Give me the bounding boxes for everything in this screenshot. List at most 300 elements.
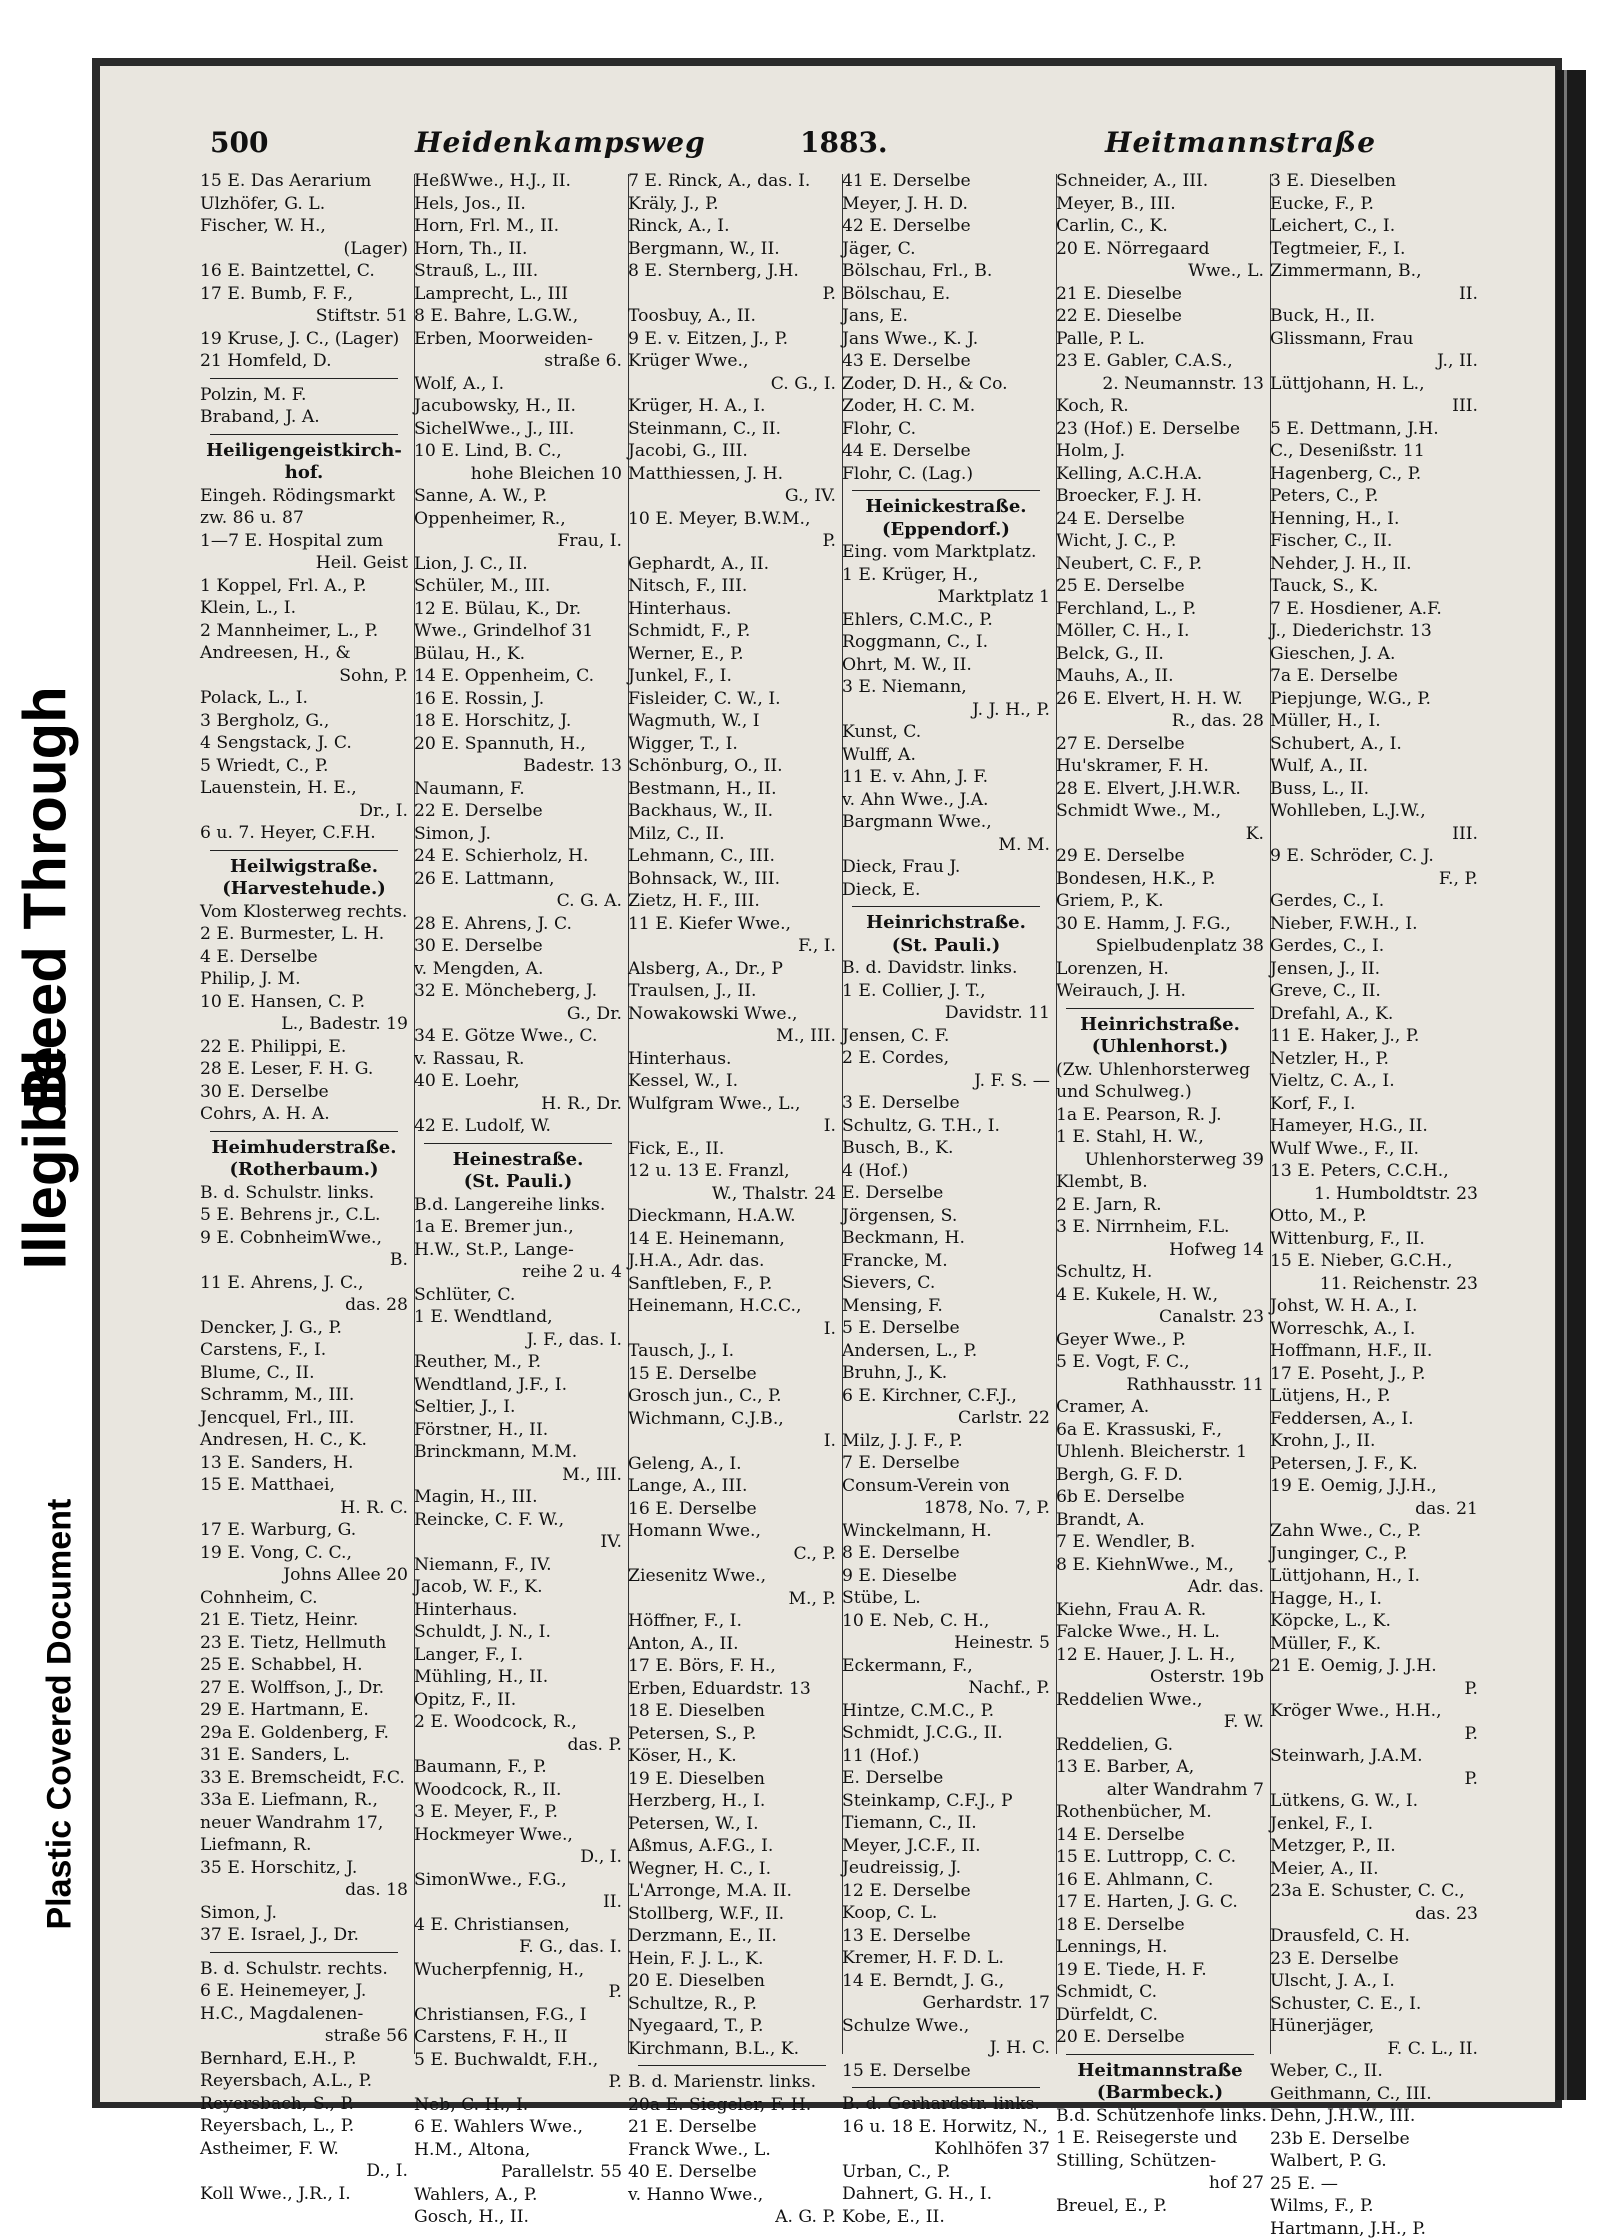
directory-entry: Steinmann, C., II. (628, 418, 836, 441)
directory-entry: 29a E. Goldenberg, F. (200, 1722, 408, 1745)
directory-entry: Nieber, F.W.H., I. (1270, 913, 1478, 936)
directory-entry: 32 E. Möncheberg, J. (414, 980, 622, 1003)
directory-entry: Tauck, S., K. (1270, 575, 1478, 598)
directory-entry: Petersen, J. F., K. (1270, 1453, 1478, 1476)
entry-continuation: G., Dr. (414, 1003, 622, 1026)
directory-entry: 14 E. Berndt, J. G., (842, 1970, 1050, 1993)
directory-entry: Greve, C., II. (1270, 980, 1478, 1003)
directory-entry: 2 Mannheimer, L., P. (200, 620, 408, 643)
directory-entry: Metzger, P., II. (1270, 1835, 1478, 1858)
directory-entry: 1 E. Reisegerste und (1056, 2127, 1264, 2150)
directory-entry: 10 E. Lind, B. C., (414, 440, 622, 463)
directory-entry: 16 E. Ahlmann, C. (1056, 1869, 1264, 1892)
directory-entry: Förstner, H., II. (414, 1419, 622, 1442)
directory-entry: Junkel, F., I. (628, 665, 836, 688)
directory-entry: 16 E. Rossin, J. (414, 688, 622, 711)
directory-entry: 19 E. Vong, C. C., (200, 1542, 408, 1565)
directory-entry: 24 E. Schierholz, H. (414, 845, 622, 868)
directory-column-3 (628, 170, 836, 2090)
directory-entry: Oppenheimer, R., (414, 508, 622, 531)
directory-entry: Schmidt, F., P. (628, 620, 836, 643)
entry-continuation: I. (628, 1318, 836, 1341)
directory-entry: 7 E. Wendler, B. (1056, 1531, 1264, 1554)
directory-entry: 15 E. Matthaei, (200, 1474, 408, 1497)
directory-entry: 1—7 E. Hospital zum (200, 530, 408, 553)
directory-entry: Fick, E., II. (628, 1138, 836, 1161)
directory-entry: Horn, Th., II. (414, 238, 622, 261)
directory-entry: 15 E. Derselbe (842, 2060, 1050, 2083)
directory-entry: H.M., Altona, (414, 2139, 622, 2162)
directory-entry: Höffner, F., I. (628, 1610, 836, 1633)
directory-entry: Uhlenh. Bleicherstr. 1 (1056, 1441, 1264, 1464)
directory-entry: Andersen, L., P. (842, 1340, 1050, 1363)
directory-entry: 3 E. Nirrnheim, F.L. (1056, 1216, 1264, 1239)
directory-entry: Polack, L., I. (200, 687, 408, 710)
directory-entry: Vieltz, C. A., I. (1270, 1070, 1478, 1093)
directory-entry: Lehmann, C., III. (628, 845, 836, 868)
directory-entry: Blume, C., II. (200, 1362, 408, 1385)
directory-entry: Vom Klosterweg rechts. (200, 901, 408, 924)
directory-entry: 2 E. Woodcock, R., (414, 1711, 622, 1734)
directory-entry: 16 u. 18 E. Horwitz, N., (842, 2116, 1050, 2139)
directory-entry: Jörgensen, S. (842, 1205, 1050, 1228)
directory-entry: Lange, A., III. (628, 1475, 836, 1498)
street-heading: (St. Pauli.) (842, 935, 1050, 958)
directory-entry: Weirauch, J. H. (1056, 980, 1264, 1003)
directory-entry: Reincke, C. F. W., (414, 1509, 622, 1532)
entry-continuation: Osterstr. 19b (1056, 1666, 1264, 1689)
directory-entry: 26 E. Lattmann, (414, 868, 622, 891)
directory-entry: B. d. Schulstr. rechts. (200, 1958, 408, 1981)
directory-entry: Schuster, C. E., I. (1270, 1993, 1478, 2016)
directory-entry: 25 E. Schabbel, H. (200, 1654, 408, 1677)
directory-entry: Lüttjohann, H., I. (1270, 1565, 1478, 1588)
side-label-bleed-through: Bleed Through (11, 520, 80, 1110)
directory-entry: Wilms, F., P. (1270, 2195, 1478, 2218)
entry-continuation: P. (628, 283, 836, 306)
directory-entry: Feddersen, A., I. (1270, 1408, 1478, 1431)
entry-continuation: Sohn, P. (200, 665, 408, 688)
directory-entry: Jensen, C. F. (842, 1025, 1050, 1048)
directory-entry: Schubert, A., I. (1270, 733, 1478, 756)
directory-entry: 3 Bergholz, G., (200, 710, 408, 733)
directory-entry: Leichert, C., I. (1270, 215, 1478, 238)
directory-entry: 26 E. Elvert, H. H. W. (1056, 688, 1264, 711)
scanned-page (100, 66, 1555, 2102)
directory-entry: Hagenberg, C., P. (1270, 463, 1478, 486)
section-rule (200, 429, 408, 440)
directory-entry: Sanne, A. W., P. (414, 485, 622, 508)
directory-entry: Schlüter, C. (414, 1284, 622, 1307)
directory-entry: Jenkel, F., I. (1270, 1813, 1478, 1836)
directory-entry: Winckelmann, H. (842, 1520, 1050, 1543)
directory-entry: E. Derselbe (842, 1767, 1050, 1790)
directory-entry: Rinck, A., I. (628, 215, 836, 238)
directory-entry: Wittenburg, F., II. (1270, 1228, 1478, 1251)
directory-entry: Wulf Wwe., F., II. (1270, 1138, 1478, 1161)
entry-continuation: A. G. P. (628, 2206, 836, 2229)
directory-entry: Wulf, A., II. (1270, 755, 1478, 778)
directory-entry: Wwe., Grindelhof 31 (414, 620, 622, 643)
directory-entry: Petersen, W., I. (628, 1813, 836, 1836)
directory-entry: Meyer, B., III. (1056, 193, 1264, 216)
street-heading: (Rotherbaum.) (200, 1159, 408, 1182)
directory-entry: Bruhn, J., K. (842, 1362, 1050, 1385)
directory-entry: Hein, F. J. L., K. (628, 1948, 836, 1971)
directory-entry: 23 (Hof.) E. Derselbe (1056, 418, 1264, 441)
street-heading: (Harvestehude.) (200, 878, 408, 901)
entry-continuation: Johns Allee 20 (200, 1564, 408, 1587)
street-heading: Heinestraße. (414, 1149, 622, 1172)
directory-entry: zw. 86 u. 87 (200, 507, 408, 530)
directory-entry: 1a E. Bremer jun., (414, 1216, 622, 1239)
directory-entry: Gerdes, C., I. (1270, 935, 1478, 958)
directory-entry: 23a E. Schuster, C. C., (1270, 1880, 1478, 1903)
directory-entry: Meier, A., II. (1270, 1858, 1478, 1881)
directory-entry: Steinkamp, C.F.J., P (842, 1790, 1050, 1813)
directory-entry: Zoder, H. C. M. (842, 395, 1050, 418)
directory-entry: Backhaus, W., II. (628, 800, 836, 823)
directory-entry: SichelWwe., J., III. (414, 418, 622, 441)
directory-entry: L'Arronge, M.A. II. (628, 1880, 836, 1903)
directory-entry: Nitsch, F., III. (628, 575, 836, 598)
directory-entry: und Schulweg.) (1056, 1081, 1264, 1104)
directory-entry: Strauß, L., III. (414, 260, 622, 283)
directory-entry: Belck, G., II. (1056, 643, 1264, 666)
directory-entry: B.d. Langereihe links. (414, 1194, 622, 1217)
directory-entry: 30 E. Hamm, J. F.G., (1056, 913, 1264, 936)
directory-entry: Nyegaard, T., P. (628, 2015, 836, 2038)
directory-entry: Köser, H., K. (628, 1745, 836, 1768)
directory-entry: 6a E. Krassuski, F., (1056, 1419, 1264, 1442)
directory-entry: Tiemann, C., II. (842, 1812, 1050, 1835)
directory-entry: Andreesen, H., & (200, 642, 408, 665)
directory-entry: Grosch jun., C., P. (628, 1385, 836, 1408)
entry-continuation: F., I. (628, 935, 836, 958)
directory-entry: Reyersbach, A.L., P. (200, 2070, 408, 2093)
entry-continuation: G., IV. (628, 485, 836, 508)
directory-entry: Schüler, M., III. (414, 575, 622, 598)
entry-continuation: L., Badestr. 19 (200, 1013, 408, 1036)
directory-entry: Reuther, M., P. (414, 1351, 622, 1374)
directory-entry: Kräly, J., P. (628, 193, 836, 216)
directory-entry: SimonWwe., F.G., (414, 1869, 622, 1892)
directory-entry: Köpcke, L., K. (1270, 1610, 1478, 1633)
directory-entry: Schönburg, O., II. (628, 755, 836, 778)
directory-entry: Schneider, A., III. (1056, 170, 1264, 193)
directory-entry: Schulze Wwe., (842, 2015, 1050, 2038)
directory-entry: Sanftleben, F., P. (628, 1273, 836, 1296)
directory-entry: Lennings, H. (1056, 1936, 1264, 1959)
directory-entry: v. Hanno Wwe., (628, 2184, 836, 2207)
directory-entry: 23 E. Tietz, Hellmuth (200, 1632, 408, 1655)
entry-continuation: R., das. 28 (1056, 710, 1264, 733)
directory-entry: 40 E. Loehr, (414, 1070, 622, 1093)
directory-entry: 8 E. KiehnWwe., M., (1056, 1554, 1264, 1577)
directory-entry: Woodcock, R., II. (414, 1779, 622, 1802)
directory-entry: 8 E. Bahre, L.G.W., (414, 305, 622, 328)
section-rule (628, 2060, 836, 2071)
directory-entry: Gerdes, C., I. (1270, 890, 1478, 913)
directory-entry: Worreschk, A., I. (1270, 1318, 1478, 1341)
entry-continuation: Dr., I. (200, 800, 408, 823)
directory-entry: 29 E. Derselbe (1056, 845, 1264, 868)
directory-entry: Möller, C. H., I. (1056, 620, 1264, 643)
entry-continuation: F. W. (1056, 1711, 1264, 1734)
directory-entry: Wegner, H. C., I. (628, 1858, 836, 1881)
directory-entry: Ulzhöfer, G. L. (200, 193, 408, 216)
entry-continuation: H. R., Dr. (414, 1093, 622, 1116)
entry-continuation: D., I. (200, 2160, 408, 2183)
directory-entry: Zimmermann, B., (1270, 260, 1478, 283)
entry-continuation: hohe Bleichen 10 (414, 463, 622, 486)
entry-continuation: Uhlenhorsterweg 39 (1056, 1149, 1264, 1172)
directory-entry: Dencker, J. G., P. (200, 1317, 408, 1340)
directory-entry: 6 E. Heinemeyer, J. (200, 1980, 408, 2003)
directory-entry: Müller, H., I. (1270, 710, 1478, 733)
entry-continuation: C., P. (628, 1543, 836, 1566)
directory-column-2 (414, 170, 622, 2090)
entry-continuation: J., II. (1270, 350, 1478, 373)
directory-entry: 13 E. Sanders, H. (200, 1452, 408, 1475)
directory-entry: Jäger, C. (842, 238, 1050, 261)
directory-entry: Bernhard, E.H., P. (200, 2048, 408, 2071)
directory-entry: v. Mengden, A. (414, 958, 622, 981)
entry-continuation: M., III. (414, 1464, 622, 1487)
page-number: 500 (210, 126, 268, 159)
directory-entry: Mühling, H., II. (414, 1666, 622, 1689)
directory-entry: Langer, F., I. (414, 1644, 622, 1667)
directory-entry: Lütkens, G. W., I. (1270, 1790, 1478, 1813)
directory-entry: Cramer, A. (1056, 1396, 1264, 1419)
entry-continuation: Canalstr. 23 (1056, 1306, 1264, 1329)
directory-entry: 15 E. Derselbe (628, 1363, 836, 1386)
directory-entry: 21 E. Tietz, Heinr. (200, 1609, 408, 1632)
directory-entry: 3 E. Niemann, (842, 676, 1050, 699)
entry-continuation: II. (1270, 283, 1478, 306)
directory-entry: Krüger, H. A., I. (628, 395, 836, 418)
directory-entry: Mauhs, A., II. (1056, 665, 1264, 688)
entry-continuation: I. (628, 1430, 836, 1453)
directory-entry: 5 E. Derselbe (842, 1317, 1050, 1340)
directory-entry: Petersen, S., P. (628, 1723, 836, 1746)
directory-entry: Reyersbach, L., P. (200, 2115, 408, 2138)
directory-entry: B. d. Davidstr. links. (842, 957, 1050, 980)
directory-entry: Hameyer, H.G., II. (1270, 1115, 1478, 1138)
running-head-left: Heidenkampsweg (415, 126, 706, 159)
directory-entry: Drausfeld, C. H. (1270, 1925, 1478, 1948)
entry-continuation: M. M. (842, 834, 1050, 857)
directory-entry: 11 E. Ahrens, J. C., (200, 1272, 408, 1295)
directory-entry: 3 E. Meyer, F., P. (414, 1801, 622, 1824)
directory-entry: 41 E. Derselbe (842, 170, 1050, 193)
directory-entry: 10 E. Hansen, C. P. (200, 991, 408, 1014)
directory-entry: Wendtland, J.F., I. (414, 1374, 622, 1397)
entry-continuation: Kohlhöfen 37 (842, 2138, 1050, 2161)
directory-column-6 (1270, 170, 1478, 2090)
directory-entry: 25 E. Derselbe (1056, 575, 1264, 598)
directory-entry: 21 E. Dieselbe (1056, 283, 1264, 306)
directory-entry: Lütjens, H., P. (1270, 1385, 1478, 1408)
entry-continuation: das. P. (414, 1734, 622, 1757)
directory-entry: J.H.A., Adr. das. (628, 1250, 836, 1273)
directory-entry: Toosbuy, A., II. (628, 305, 836, 328)
directory-entry: Nehder, J. H., II. (1270, 553, 1478, 576)
section-rule (414, 1138, 622, 1149)
directory-entry: Dieck, E. (842, 879, 1050, 902)
directory-entry: Junginger, C., P. (1270, 1543, 1478, 1566)
directory-entry: Carlin, C., K. (1056, 215, 1264, 238)
entry-continuation: Frau, I. (414, 530, 622, 553)
directory-entry: Wulff, A. (842, 744, 1050, 767)
directory-entry: Cohnheim, C. (200, 1587, 408, 1610)
directory-entry: Roggmann, C., I. (842, 631, 1050, 654)
directory-entry: Philip, J. M. (200, 968, 408, 991)
directory-entry: Müller, F., K. (1270, 1633, 1478, 1656)
directory-entry: Schultz, G. T.H., I. (842, 1115, 1050, 1138)
directory-entry: Buss, L., II. (1270, 778, 1478, 801)
directory-entry: Hockmeyer Wwe., (414, 1824, 622, 1847)
directory-entry: Franck Wwe., L. (628, 2139, 836, 2162)
directory-entry: 8 E. Sternberg, J.H. (628, 260, 836, 283)
directory-entry: v. Ahn Wwe., J.A. (842, 789, 1050, 812)
entry-continuation: Badestr. 13 (414, 755, 622, 778)
directory-column-1 (200, 170, 408, 2090)
directory-entry: 27 E. Wolffson, J., Dr. (200, 1677, 408, 1700)
directory-entry: Eucke, F., P. (1270, 193, 1478, 216)
directory-entry: B. d. Gerhardstr. links. (842, 2093, 1050, 2116)
directory-entry: C., Desenißstr. 11 (1270, 440, 1478, 463)
directory-entry: 17 E. Warburg, G. (200, 1519, 408, 1542)
directory-entry: Hinterhaus. (414, 1599, 622, 1622)
directory-entry: Walbert, P. G. (1270, 2150, 1478, 2173)
directory-entry: Derzmann, E., II. (628, 1925, 836, 1948)
directory-entry: Dehn, J.H.W., III. (1270, 2105, 1478, 2128)
directory-entry: Naumann, F. (414, 778, 622, 801)
directory-entry: Lamprecht, L., III (414, 283, 622, 306)
directory-entry: Weber, C., II. (1270, 2060, 1478, 2083)
street-heading: Heinickestraße. (842, 496, 1050, 519)
directory-entry: Holm, J. (1056, 440, 1264, 463)
directory-entry: HeßWwe., H.J., II. (414, 170, 622, 193)
directory-entry: Schmidt, C. (1056, 1981, 1264, 2004)
directory-entry: Brandt, A. (1056, 1509, 1264, 1532)
entry-continuation: Carlstr. 22 (842, 1407, 1050, 1430)
directory-entry: Lüttjohann, H. L., (1270, 373, 1478, 396)
directory-entry: Christiansen, F.G., I (414, 2004, 622, 2027)
directory-entry: Kunst, C. (842, 721, 1050, 744)
directory-entry: Eingeh. Rödingsmarkt (200, 485, 408, 508)
directory-entry: 1 E. Krüger, H., (842, 564, 1050, 587)
directory-entry: Peters, C., P. (1270, 485, 1478, 508)
entry-continuation: Parallelstr. 55 (414, 2161, 622, 2184)
directory-entry: 9 E. v. Eitzen, J., P. (628, 328, 836, 351)
directory-entry: Kobe, E., II. (842, 2206, 1050, 2229)
directory-entry: Hinterhaus. (628, 1048, 836, 1071)
directory-entry: v. Rassau, R. (414, 1048, 622, 1071)
directory-entry: Niemann, F., IV. (414, 1554, 622, 1577)
entry-continuation: Adr. das. (1056, 1576, 1264, 1599)
section-rule (842, 2082, 1050, 2093)
directory-entry: Stübe, L. (842, 1587, 1050, 1610)
entry-continuation: W., Thalstr. 24 (628, 1183, 836, 1206)
directory-entry: 15 E. Das Aerarium (200, 170, 408, 193)
entry-continuation: F. C. L., II. (1270, 2038, 1478, 2061)
directory-entry: 4 E. Christiansen, (414, 1914, 622, 1937)
directory-entry: Henning, H., I. (1270, 508, 1478, 531)
directory-entry: Herzberg, H., I. (628, 1790, 836, 1813)
directory-entry: 11 E. Haker, J., P. (1270, 1025, 1478, 1048)
directory-entry: Stollberg, W.F., II. (628, 1903, 836, 1926)
directory-entry: 21 E. Derselbe (628, 2116, 836, 2139)
directory-entry: Wigger, T., I. (628, 733, 836, 756)
entry-continuation: Spielbudenplatz 38 (1056, 935, 1264, 958)
street-heading: Heitmannstraße (1056, 2060, 1264, 2083)
directory-entry: Hintze, C.M.C., P. (842, 1700, 1050, 1723)
directory-entry: 16 E. Derselbe (628, 1498, 836, 1521)
directory-entry: Gieschen, J. A. (1270, 643, 1478, 666)
directory-entry: Cohrs, A. H. A. (200, 1103, 408, 1126)
page-header (100, 126, 1555, 166)
directory-entry: Glissmann, Frau (1270, 328, 1478, 351)
directory-entry: 30 E. Derselbe (414, 935, 622, 958)
directory-entry: 1 E. Collier, J. T., (842, 980, 1050, 1003)
directory-entry: Dieck, Frau J. (842, 856, 1050, 879)
directory-entry: Reddelien Wwe., (1056, 1689, 1264, 1712)
directory-entry: Hoffmann, H.F., II. (1270, 1340, 1478, 1363)
entry-continuation: M., III. (628, 1025, 836, 1048)
directory-entry: Bergh, G. F. D. (1056, 1464, 1264, 1487)
entry-continuation: P. (1270, 1723, 1478, 1746)
directory-entry: Schramm, M., III. (200, 1384, 408, 1407)
directory-entry: Brinckmann, M.M. (414, 1441, 622, 1464)
directory-entry: Fischer, C., II. (1270, 530, 1478, 553)
entry-continuation: Heil. Geist (200, 552, 408, 575)
entry-continuation: Wwe., L. (1056, 260, 1264, 283)
directory-entry: 28 E. Elvert, J.H.W.R. (1056, 778, 1264, 801)
directory-entry: Wulfgram Wwe., L., (628, 1093, 836, 1116)
entry-continuation: das. 23 (1270, 1903, 1478, 1926)
entry-continuation: J. F., das. I. (414, 1329, 622, 1352)
directory-entry: 1 E. Wendtland, (414, 1306, 622, 1329)
directory-entry: 12 u. 13 E. Franzl, (628, 1160, 836, 1183)
directory-entry: 40 E. Derselbe (628, 2161, 836, 2184)
directory-entry: Bohnsack, W., III. (628, 868, 836, 891)
directory-entry: 16 E. Baintzettel, C. (200, 260, 408, 283)
directory-entry: 9 E. Dieselbe (842, 1565, 1050, 1588)
directory-entry: 20 E. Derselbe (1056, 2026, 1264, 2049)
directory-entry: Geithmann, C., III. (1270, 2083, 1478, 2106)
entry-continuation: straße 6. (414, 350, 622, 373)
directory-entry: 5 E. Behrens jr., C.L. (200, 1204, 408, 1227)
street-heading: Heilwigstraße. (200, 856, 408, 879)
directory-entry: 42 E. Ludolf, W. (414, 1115, 622, 1138)
directory-entry: 7a E. Derselbe (1270, 665, 1478, 688)
directory-entry: Erben, Eduardstr. 13 (628, 1678, 836, 1701)
directory-entry: 2 E. Burmester, L. H. (200, 923, 408, 946)
directory-entry: Carstens, F. H., II (414, 2026, 622, 2049)
entry-continuation: J. J. H., P. (842, 699, 1050, 722)
directory-entry: Jacob, W. F., K. (414, 1576, 622, 1599)
directory-entry: 2 E. Cordes, (842, 1047, 1050, 1070)
directory-entry: Bestmann, H., II. (628, 778, 836, 801)
section-rule (200, 1126, 408, 1137)
entry-continuation: D., I. (414, 1846, 622, 1869)
street-heading: (Eppendorf.) (842, 519, 1050, 542)
directory-entry: Tausch, J., I. (628, 1340, 836, 1363)
directory-entry: Jensen, J., II. (1270, 958, 1478, 981)
directory-entry: Matthiessen, J. H. (628, 463, 836, 486)
